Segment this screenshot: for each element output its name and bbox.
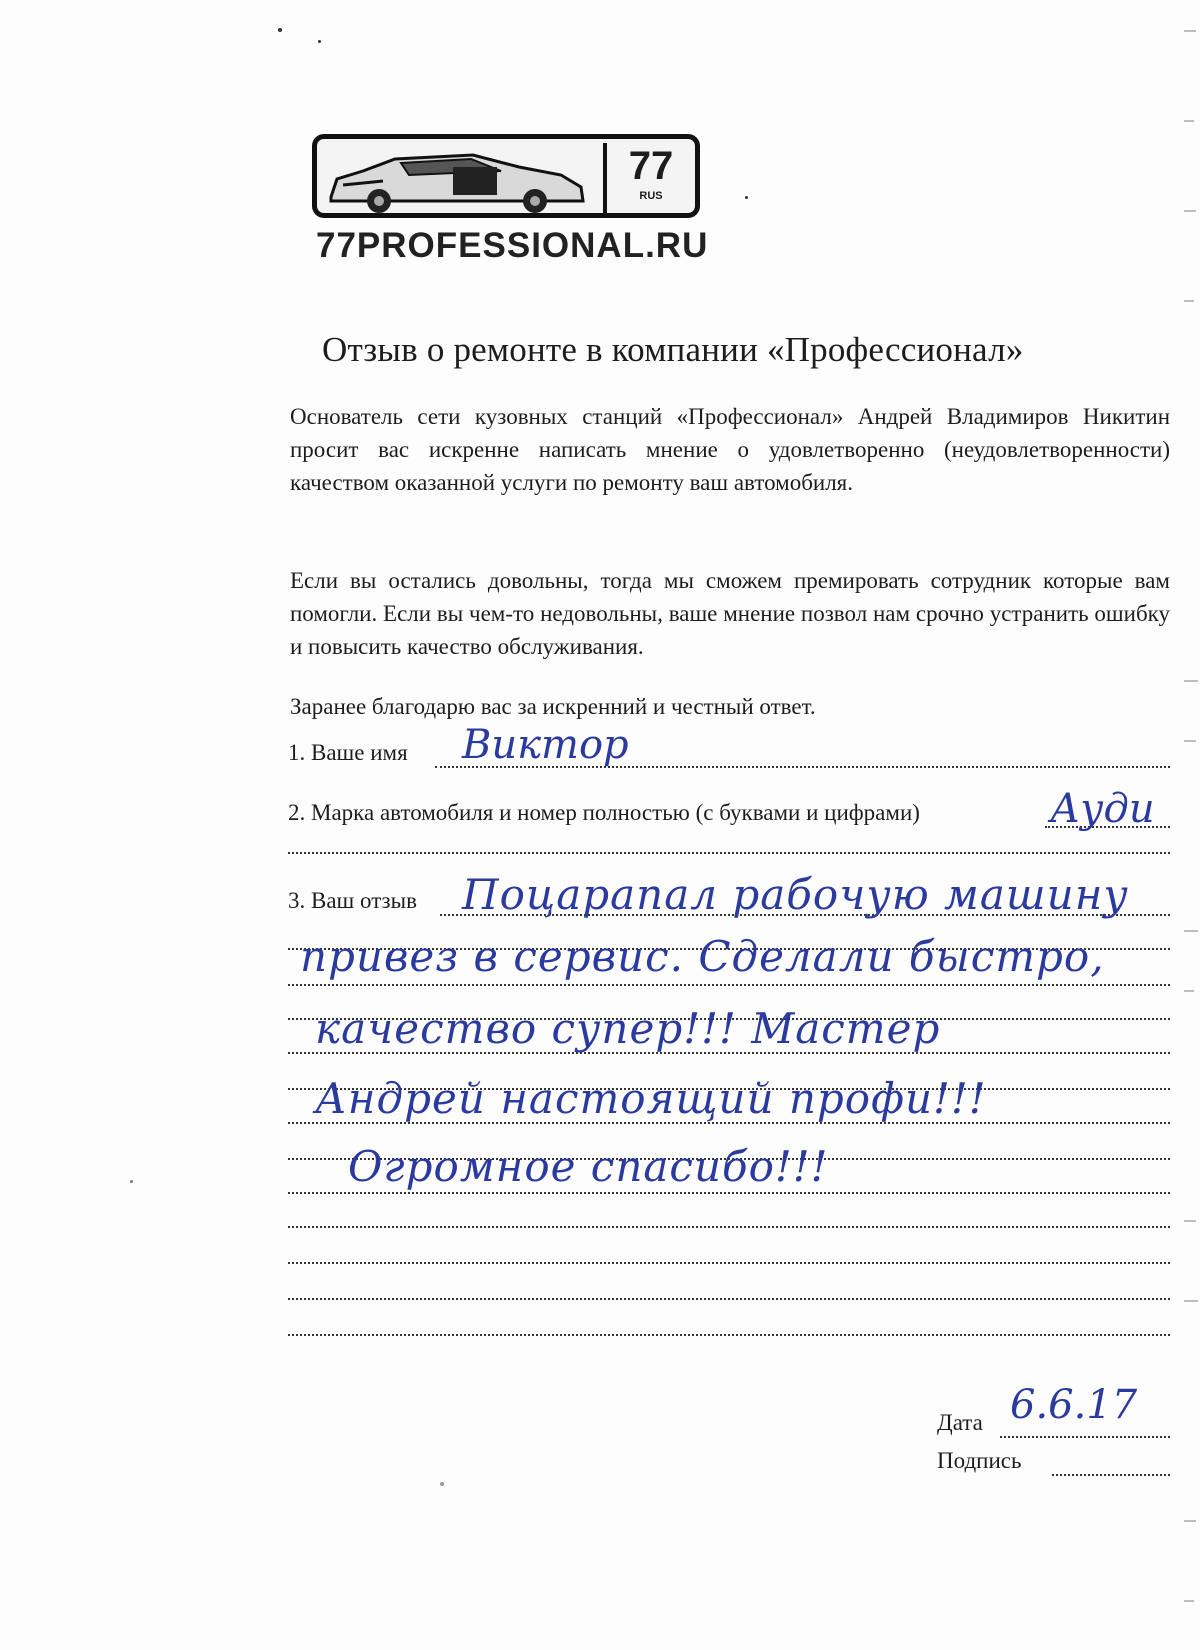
signature-field-line[interactable] bbox=[1052, 1474, 1170, 1476]
review-field-line[interactable] bbox=[288, 1262, 1170, 1264]
name-answer: Виктор bbox=[462, 722, 629, 768]
date-label: Дата bbox=[937, 1410, 983, 1435]
review-field-line[interactable] bbox=[288, 1192, 1170, 1194]
review-answer-line: Огромное спасибо!!! bbox=[348, 1142, 829, 1191]
review-field-line[interactable] bbox=[288, 984, 1170, 986]
review-field-line[interactable] bbox=[288, 1226, 1170, 1228]
review-answer-line: привез в сервис. Сделали быстро, bbox=[300, 932, 1105, 981]
company-logo bbox=[312, 134, 708, 272]
bleed-through-edge bbox=[1178, 0, 1200, 1650]
car-icon bbox=[323, 145, 593, 215]
scan-speck bbox=[130, 1180, 133, 1183]
review-field-line[interactable] bbox=[288, 1334, 1170, 1336]
question-name-label: 1. Ваше имя bbox=[288, 740, 408, 765]
logo-plate-frame bbox=[312, 134, 700, 218]
signature-label: Подпись bbox=[937, 1448, 1022, 1473]
date-field-line[interactable] bbox=[1000, 1436, 1170, 1438]
car-field-line[interactable] bbox=[288, 852, 1170, 854]
scan-speck bbox=[440, 1482, 444, 1486]
scan-speck bbox=[278, 28, 282, 32]
review-answer-line: качество супер!!! Мастер bbox=[315, 1004, 941, 1053]
review-answer-line: Поцарапал рабочую машину bbox=[462, 870, 1129, 919]
review-answer-line: Андрей настоящий профи!!! bbox=[315, 1074, 987, 1123]
car-answer: Ауди bbox=[1050, 786, 1155, 832]
intro-paragraph: Основатель сети кузовных станций «Профессионал» Андрей Владимиров Никитин просит вас искренне написать мнение о удовлетворенно (неудовлетворенности) качеством оказанной услуги по ремонту ваш автомобиля. bbox=[290, 404, 1170, 495]
intro-paragraph: Если вы остались довольны, тогда мы сможем премировать сотрудник которые вам помогли. Если вы чем-то недовольны, ваше мнение позвол нам срочно устранить ошибку и повысить качество обслуживания. bbox=[290, 568, 1170, 659]
scan-speck bbox=[318, 40, 321, 43]
plate-region: RUS bbox=[639, 190, 663, 202]
logo-website-text: 77PROFESSIONAL.RU bbox=[316, 226, 709, 265]
logo-license-plate bbox=[603, 143, 695, 217]
review-field-line[interactable] bbox=[288, 1298, 1170, 1300]
question-car-label: 2. Марка автомобиля и номер полностью (с буквами и цифрами) bbox=[288, 800, 920, 825]
plate-number: 77 bbox=[628, 144, 674, 188]
page-title: Отзыв о ремонте в компании «Профессионал» bbox=[322, 330, 1024, 369]
scan-speck bbox=[745, 196, 748, 199]
thanks-paragraph: Заранее благодарю вас за искренний и честный ответ. bbox=[290, 694, 816, 719]
question-review-label: 3. Ваш отзыв bbox=[288, 888, 417, 913]
date-answer: 6.6.17 bbox=[1010, 1382, 1138, 1428]
